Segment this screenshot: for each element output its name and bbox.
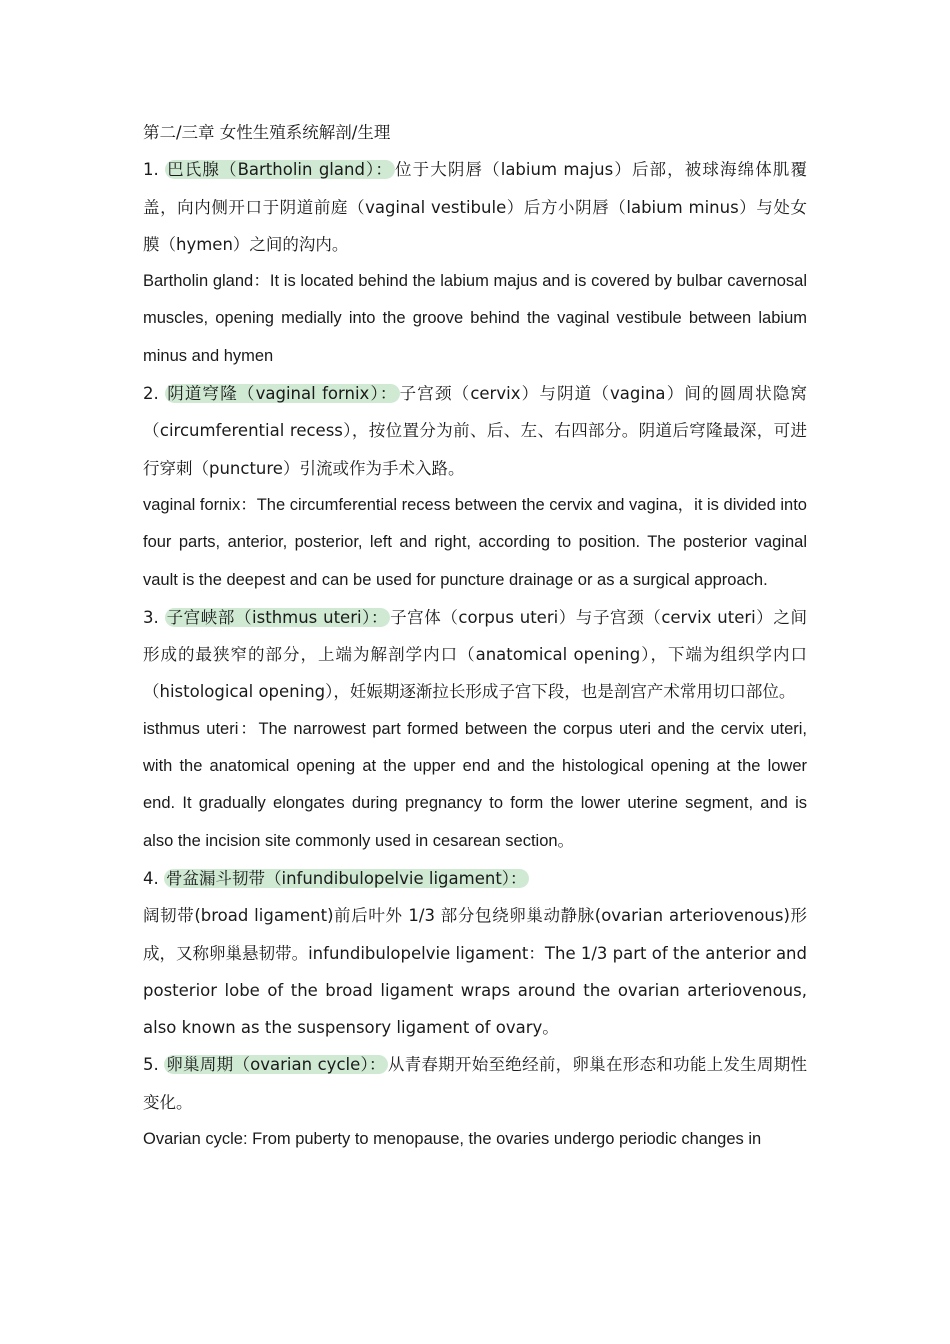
section-1-cn-body: 位于大阴唇（labium majus）后部，被球海绵体肌覆盖，向内侧开口于阴道前庭（vaginal vestibule）后方小阴唇（labium minus）与处女膜（hymen）之间的沟内。 (143, 160, 807, 254)
section-5-en: Ovarian cycle: From puberty to menopause, the ovaries undergo periodic changes in (143, 1130, 762, 1149)
section-3-cn-body: 子宫体（corpus uteri）与子宫颈（cervix uteri）之间形成的最狭窄的部分，上端为解剖学内口（anatomical opening），下端为组织学内口（histological opening），妊娠期逐渐拉长形成子宫下段，也是剖宫产术常用切口部位。 (143, 607, 807, 702)
section-4-body: 阔韧带(broad ligament)前后叶外 1/3 部分包绕卵巢动静脉(ovarian arteriovenous)形成，又称卵巢悬韧带。infundibulopelvie ligament：The 1/3 part of the anterior and posterior lobe of the broad ligament wraps around the ovarian arteriovenous, also known as the suspensory ligament of ovary。 (143, 906, 807, 1038)
section-1-number: 1. (143, 160, 159, 180)
section-1-en: Bartholin gland：It is located behind the labium majus and is covered by bulbar cavernosal muscles, opening medially into the groove behind the vaginal vestibule between labium minus and hymen (143, 272, 807, 365)
section-3-en: isthmus uteri：The narrowest part formed between the corpus uteri and the cervix uteri, with the anatomical opening at the upper end and the histological opening at the lower end. It gradually elongates during pregnancy to form the lower uterine segment, and is also the incision site commonly used in cesarean section。 (143, 719, 807, 850)
section-3-term: 子宫峡部（isthmus uteri）： (166, 607, 389, 627)
section-1-cn (143, 151, 807, 263)
section-4-heading (143, 860, 807, 897)
section-2-term: 阴道穹隆（vaginal fornix）： (167, 384, 398, 404)
section-2-number: 2. (143, 384, 159, 404)
section-2-cn (143, 375, 807, 487)
section-4-term: 骨盆漏斗韧带（infundibulopelvie ligament）： (166, 868, 527, 888)
section-5-cn-body: 从青春期开始至绝经前，卵巢在形态和功能上发生周期性变化。 (143, 1055, 808, 1112)
section-2-en: vaginal fornix：The circumferential recess between the cervix and vagina，it is divided into four parts, anterior, posterior, left and right, according to position. The posterior vaginal vault is the deepest and can be used for puncture drainage or as a surgical approach. (143, 495, 807, 589)
page-title: 第二/三章 女性生殖系统解剖/生理 (143, 123, 391, 142)
section-5-term: 卵巢周期（ovarian cycle）： (166, 1055, 386, 1075)
section-3-cn (143, 599, 807, 711)
section-5-number: 5. (143, 1055, 159, 1075)
document-page (143, 114, 807, 1158)
section-5-cn (143, 1046, 807, 1121)
section-3-number: 3. (143, 607, 159, 627)
section-4-number: 4. (143, 868, 159, 888)
section-1-term: 巴氏腺（Bartholin gland）： (167, 160, 394, 180)
section-2-cn-body: 子宫颈（cervix）与阴道（vagina）间的圆周状隐窝（circumferential recess），按位置分为前、后、左、右四部分。阴道后穹隆最深，可进行穿刺（puncture）引流或作为手术入路。 (143, 384, 807, 478)
